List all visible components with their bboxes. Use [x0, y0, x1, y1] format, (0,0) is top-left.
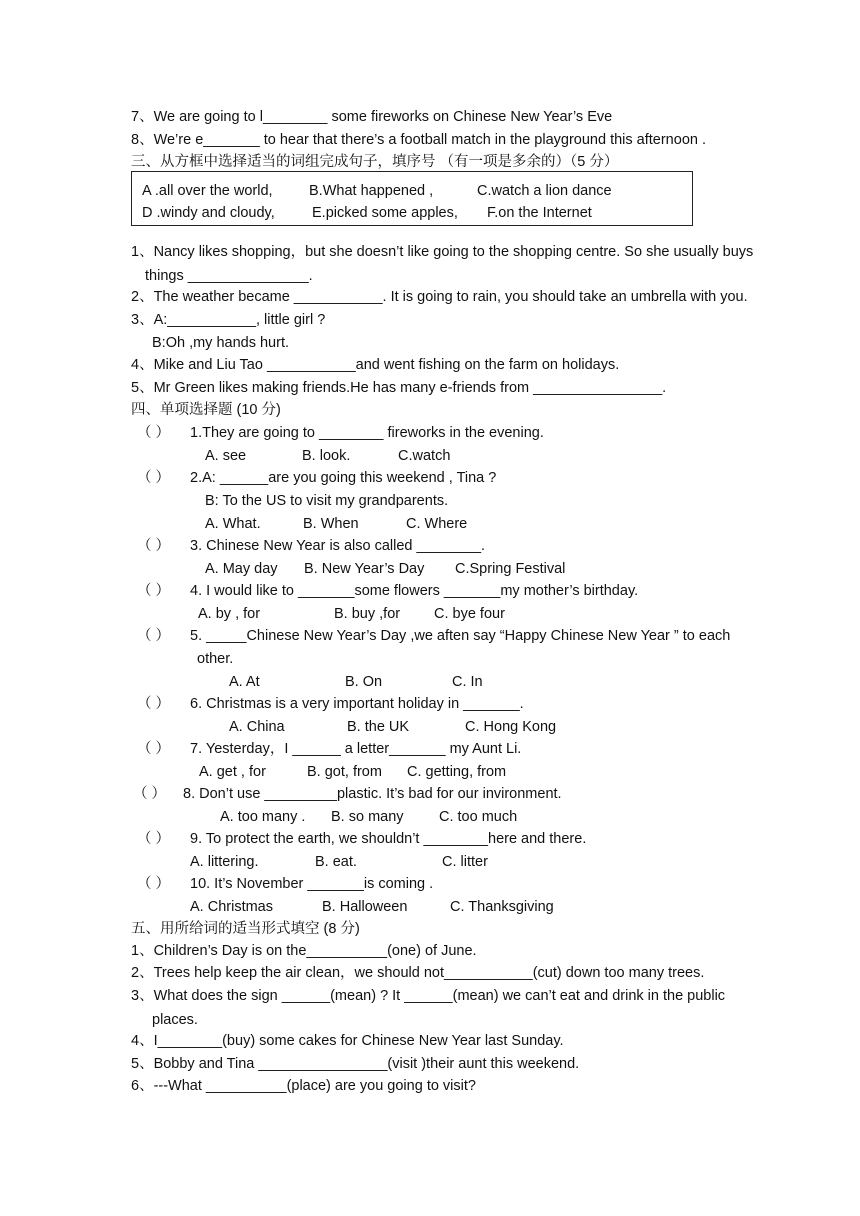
mc-options — [198, 604, 598, 624]
mc-option-c: C. too much — [439, 809, 518, 825]
mc-option-a: A. May day — [205, 561, 278, 577]
box-option-a: A .all over the world, — [142, 183, 273, 199]
mc-question-stem: 9. To protect the earth, we shouldn’t ________here and there. — [190, 831, 587, 847]
mc-option-c: C. Hong Kong — [465, 719, 557, 735]
answer-paren: （ ） — [137, 741, 171, 757]
box-row-2 — [142, 203, 682, 223]
mc-option-a: A. littering. — [190, 854, 259, 870]
mc-option-b: B. On — [345, 674, 383, 690]
mc-option-b: B. look. — [302, 448, 351, 464]
s3-question-4: 4、Mike and Liu Tao ___________and went fishing on the farm on holidays. — [131, 357, 620, 373]
mc-option-a: A. too many . — [220, 809, 306, 825]
s3-question-1-cont: things _______________. — [145, 268, 313, 284]
mc-option-c: C. getting, from — [407, 764, 507, 780]
mc-question-stem: 5. _____Chinese New Year’s Day ,we aften say “Happy Chinese New Year ” to each — [190, 628, 731, 644]
mc-options — [229, 672, 569, 692]
mc-option-b: B. the UK — [347, 719, 410, 735]
mc-option-b: B. eat. — [315, 854, 357, 870]
s3-question-1: 1、Nancy likes shopping，but she doesn’t like going to the shopping centre. So she usually buys — [131, 244, 754, 260]
mc-options — [199, 762, 599, 782]
answer-paren: （ ） — [137, 538, 171, 554]
s5-question-3-cont: places. — [152, 1012, 198, 1028]
mc-option-a: A. China — [229, 719, 285, 735]
answer-paren: （ ） — [137, 425, 171, 441]
mc-option-b: B. New Year’s Day — [304, 561, 425, 577]
mc-option-a: A. At — [229, 674, 260, 690]
box-option-b: B.What happened , — [309, 183, 434, 199]
mc-question-extra: B: To the US to visit my grandparents. — [205, 493, 449, 509]
answer-paren: （ ） — [137, 583, 171, 599]
box-option-e: E.picked some apples, — [312, 205, 458, 221]
mc-option-b: B. buy ,for — [334, 606, 401, 622]
box-option-c: C.watch a lion dance — [477, 183, 612, 199]
mc-option-c: C. Thanksgiving — [450, 899, 554, 915]
mc-question-stem: 7. Yesterday，I ______ a letter_______ my Aunt Li. — [190, 741, 522, 757]
mc-options — [205, 559, 625, 579]
mc-option-b: B. got, from — [307, 764, 382, 780]
mc-question-stem: 3. Chinese New Year is also called ________. — [190, 538, 486, 554]
mc-question-stem: 4. I would like to _______some flowers _______my mother’s birthday. — [190, 583, 639, 599]
s3-question-5: 5、Mr Green likes making friends.He has many e-friends from ________________. — [131, 380, 667, 396]
answer-paren: （ ） — [137, 470, 171, 486]
mc-options — [190, 897, 590, 917]
answer-paren: （ ） — [137, 628, 171, 644]
mc-option-c: C.Spring Festival — [455, 561, 566, 577]
s5-question-5: 5、Bobby and Tina ________________(visit )their aunt this weekend. — [131, 1056, 580, 1072]
mc-question-stem: 2.A: ______are you going this weekend , Tina ? — [190, 470, 497, 486]
s5-question-4: 4、I________(buy) some cakes for Chinese New Year last Sunday. — [131, 1033, 564, 1049]
mc-option-b: B. so many — [331, 809, 404, 825]
mc-option-a: A. get , for — [199, 764, 266, 780]
question-8-line: 8、We’re e_______ to hear that there’s a football match in the playground this afternoon . — [131, 132, 707, 148]
mc-option-c: C. In — [452, 674, 483, 690]
mc-option-b: B. Halloween — [322, 899, 408, 915]
section-5-heading: 五、用所给词的适当形式填空 (8 分) — [131, 921, 360, 937]
word-choice-box — [131, 171, 693, 226]
s3-question-3-reply: B:Oh ,my hands hurt. — [152, 335, 290, 351]
s3-question-3: 3、A:___________, little girl ? — [131, 312, 326, 328]
mc-option-c: C. litter — [442, 854, 488, 870]
mc-options — [220, 807, 580, 827]
box-row-1 — [142, 181, 682, 201]
mc-options — [205, 514, 605, 534]
mc-question-stem: 8. Don’t use _________plastic. It’s bad for our invironment. — [183, 786, 562, 802]
answer-paren: （ ） — [137, 876, 171, 892]
s5-question-1: 1、Children’s Day is on the__________(one) of June. — [131, 943, 477, 959]
mc-option-c: C. Where — [406, 516, 468, 532]
question-7-line: 7、We are going to l________ some fireworks on Chinese New Year’s Eve — [131, 109, 613, 125]
mc-option-a: A. What. — [205, 516, 261, 532]
mc-option-a: A. see — [205, 448, 247, 464]
box-option-d: D .windy and cloudy, — [142, 205, 275, 221]
answer-paren: （ ） — [137, 831, 171, 847]
mc-option-c: C. bye four — [434, 606, 505, 622]
box-option-f: F.on the Internet — [487, 205, 592, 221]
section-3-heading: 三、从方框中选择适当的词组完成句子，填序号 （有一项是多余的）（5 分） — [131, 154, 619, 170]
mc-question-stem: 10. It’s November _______is coming . — [190, 876, 434, 892]
answer-paren: （ ） — [133, 786, 167, 802]
mc-option-a: A. by , for — [198, 606, 261, 622]
mc-question-stem: 1.They are going to ________ fireworks in the evening. — [190, 425, 544, 441]
s3-question-2: 2、The weather became ___________. It is going to rain, you should take an umbrella with you. — [131, 289, 748, 305]
mc-question-extra: other. — [197, 651, 234, 667]
mc-options — [229, 717, 589, 737]
s5-question-6: 6、---What __________(place) are you going to visit? — [131, 1078, 476, 1094]
section-4-heading: 四、单项选择题 (10 分) — [131, 402, 281, 418]
mc-question-stem: 6. Christmas is a very important holiday in _______. — [190, 696, 524, 712]
mc-option-b: B. When — [303, 516, 359, 532]
s5-question-3: 3、What does the sign ______(mean) ? It ______(mean) we can’t eat and drink in the public — [131, 988, 726, 1004]
mc-option-c: C.watch — [398, 448, 451, 464]
mc-option-a: A. Christmas — [190, 899, 273, 915]
answer-paren: （ ） — [137, 696, 171, 712]
mc-options — [190, 852, 550, 872]
s5-question-2: 2、Trees help keep the air clean，we should not___________(cut) down too many trees. — [131, 965, 705, 981]
mc-options — [205, 446, 605, 466]
